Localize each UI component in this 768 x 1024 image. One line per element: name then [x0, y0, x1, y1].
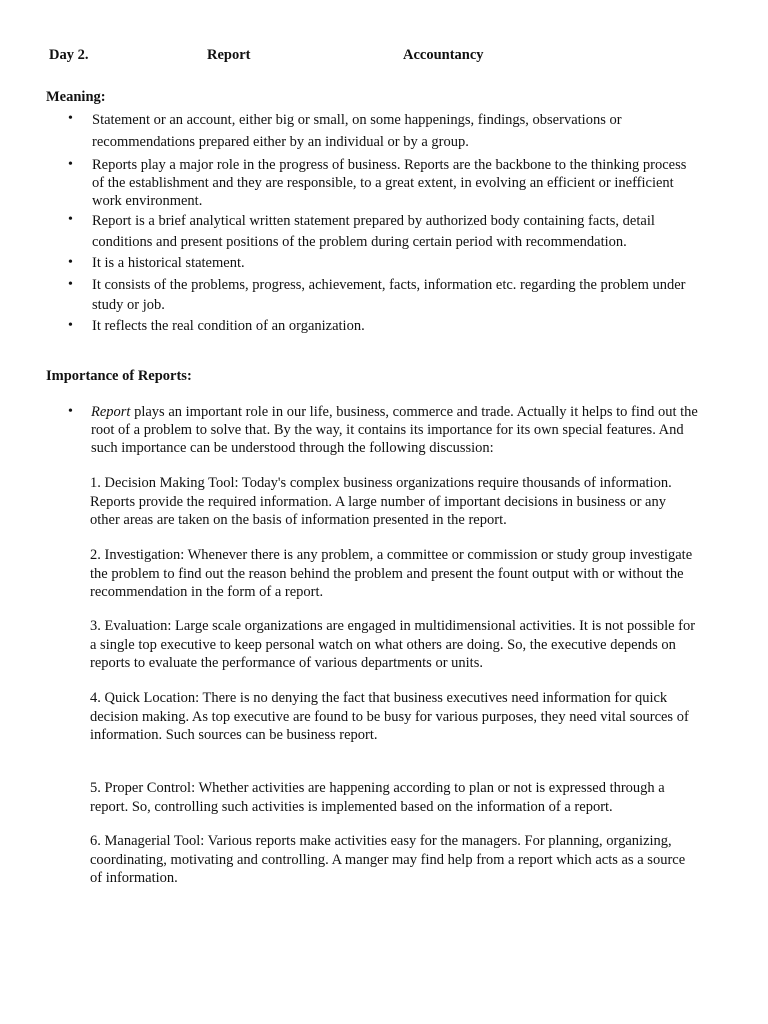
bullet-marker: •: [68, 277, 73, 292]
point-evaluation: 3. Evaluation: Large scale organizations are engaged in multidimensional activities. It is not possible for a single top executive to keep personal watch on what others are doing. So, the executive depends on reports to evaluate the performance of various departments or units.: [90, 618, 696, 671]
point-decision-making: 1. Decision Making Tool: Today's complex business organizations require thousands of information. Reports provide the required information. A large number of important decisions in business or any other areas are taken on the basis of information presented in the report.: [90, 475, 672, 528]
meaning-item-2: Reports play a major role in the progress of business. Reports are the backbone to the thinking process of the establishment and they are responsible, to a great extent, in evolving an efficient or inefficient work environment.: [92, 157, 687, 209]
meaning-item-4: It is a historical statement.: [92, 255, 245, 271]
point-proper-control: 5. Proper Control: Whether activities are happening according to plan or not is expressed through a report. So, controlling such activities is implemented based on the information of a report.: [90, 780, 665, 815]
meaning-item-5: It consists of the problems, progress, achievement, facts, information etc. regarding the problem under study or job.: [92, 277, 686, 313]
meaning-item-1: Statement or an account, either big or small, on some happenings, findings, observations or recommendations prepared either by an individual or by a group.: [92, 112, 622, 150]
bullet-marker: •: [68, 212, 73, 227]
bullet-marker: •: [68, 255, 73, 270]
importance-heading: Importance of Reports:: [46, 368, 192, 384]
meaning-item-3: Report is a brief analytical written statement prepared by authorized body containing facts, detail conditions and present positions of the problem during certain period with recommendation.: [92, 213, 655, 250]
bullet-marker: •: [68, 318, 73, 333]
bullet-marker: •: [68, 111, 73, 126]
meaning-item-6: It reflects the real condition of an organization.: [92, 318, 365, 334]
meaning-heading: Meaning:: [46, 89, 106, 105]
report-italic: Report: [91, 404, 131, 420]
point-managerial-tool: 6. Managerial Tool: Various reports make activities easy for the managers. For planning, organizing, coordinating, motivating and controlling. A manger may find help from a report which acts as a source of information.: [90, 833, 686, 886]
bullet-marker: •: [68, 157, 73, 172]
bullet-marker: •: [68, 404, 73, 419]
point-quick-location: 4. Quick Location: There is no denying the fact that business executives need information for quick decision making. As top executive are found to be busy for various purposes, they need vital sources of information. Such sources can be business report.: [90, 690, 689, 743]
importance-intro: Report plays an important role in our life, business, commerce and trade. Actually it helps to find out the root of a problem to solve that. By the way, it contains its importance for its own special features. And such importance can be understood through the following discussion:: [91, 404, 698, 456]
header-topic: Report: [207, 47, 251, 63]
header-subject: Accountancy: [403, 47, 484, 63]
point-investigation: 2. Investigation: Whenever there is any problem, a committee or commission or study group investigate the problem to find out the reason behind the problem and present the fount output with or without the recommendation in the form of a report.: [90, 547, 693, 600]
header-day: Day 2.: [49, 47, 89, 63]
